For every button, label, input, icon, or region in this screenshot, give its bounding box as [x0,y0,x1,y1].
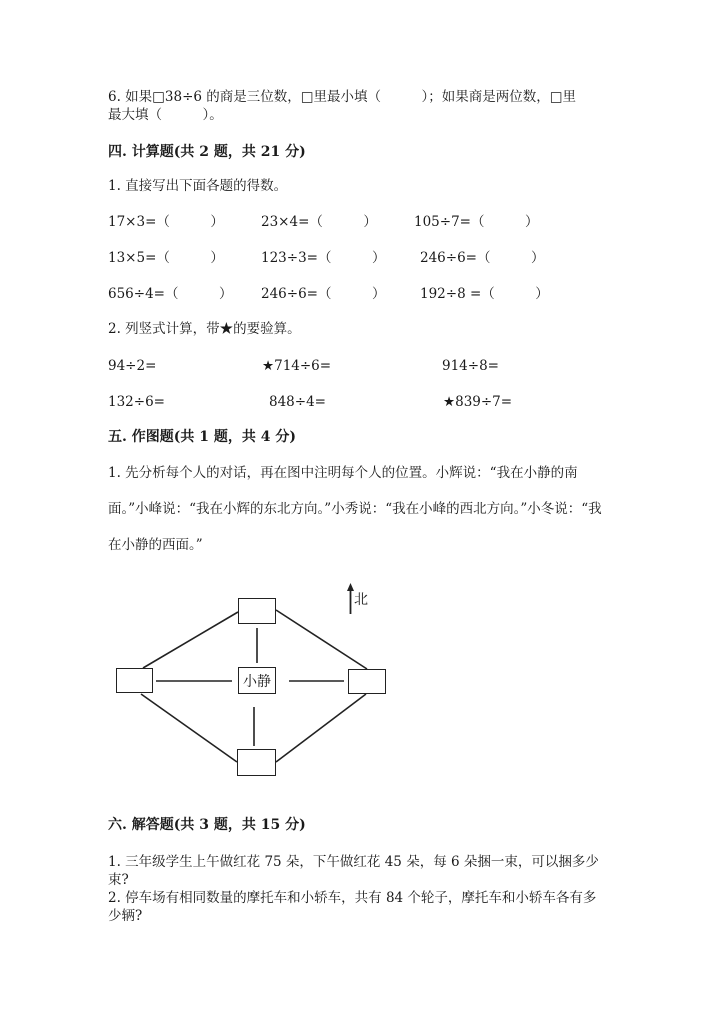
north-label: 北 [354,592,368,608]
section6-q2: 2. 停车场有相同数量的摩托车和小轿车，共有 84 个轮子，摩托车和小轿车各有多少辆? [108,890,597,924]
q6-line2: 最大填（ ）。 [108,107,223,123]
vertical-calc-item: 94÷2= [108,358,157,374]
vertical-calc-item: 132÷6= [108,394,165,410]
edge-south-east [276,694,366,762]
calc-item: 23×4=（ ） [261,214,377,230]
calc-item: 13×5=（ ） [108,250,224,266]
calc-item: 246÷6=（ ） [261,286,386,302]
section5-q1-text: 1. 先分析每个人的对话，再在图中注明每个人的位置。小辉说：“我在小静的南面。”小峰说：“我在小辉的东北方向。”小秀说：“我在小峰的西北方向。”小冬说：“我在小静的西面。” [108,465,602,553]
edge-north-east [276,610,367,669]
calc-item: 17×3=（ ） [108,214,224,230]
section-heading-6: 六. 解答题(共 3 题，共 15 分) [108,817,306,833]
calc-item: 105÷7=（ ） [414,214,539,230]
calc-item: 246÷6=（ ） [420,250,545,266]
center-label: 小静 [243,673,271,690]
position-box-west [116,668,153,693]
position-box-south [237,749,276,776]
section-heading-5: 五. 作图题(共 1 题，共 4 分) [108,429,296,445]
section6-q1: 1. 三年级学生上午做红花 75 朵，下午做红花 45 朵，每 6 朵捆一束，可以捆多少束? [108,854,599,888]
vertical-calc-item: 848÷4= [269,394,326,410]
section4-q2-prompt: 2. 列竖式计算，带★的要验算。 [108,321,301,337]
north-arrow-head [347,583,354,591]
edge-west-north [143,612,238,668]
section4-q1-prompt: 1. 直接写出下面各题的得数。 [108,178,288,194]
edge-west-south [141,694,237,762]
vertical-calc-item: 914÷8= [442,358,499,374]
position-box-north [238,598,276,624]
vertical-calc-item: ★839÷7= [443,394,513,410]
section-heading-4: 四. 计算题(共 2 题，共 21 分) [108,144,306,160]
center-box-xiaojing [238,667,276,694]
position-box-east [348,669,386,694]
vertical-calc-item: ★714÷6= [262,358,332,374]
calc-item: 656÷4=（ ） [108,286,233,302]
calc-item: 123÷3=（ ） [261,250,386,266]
calc-item: 192÷8 =（ ） [420,286,549,302]
q6-line1: 6. 如果□38÷6 的商是三位数，□里最小填（ ）；如果商是两位数，□里 [108,89,577,105]
